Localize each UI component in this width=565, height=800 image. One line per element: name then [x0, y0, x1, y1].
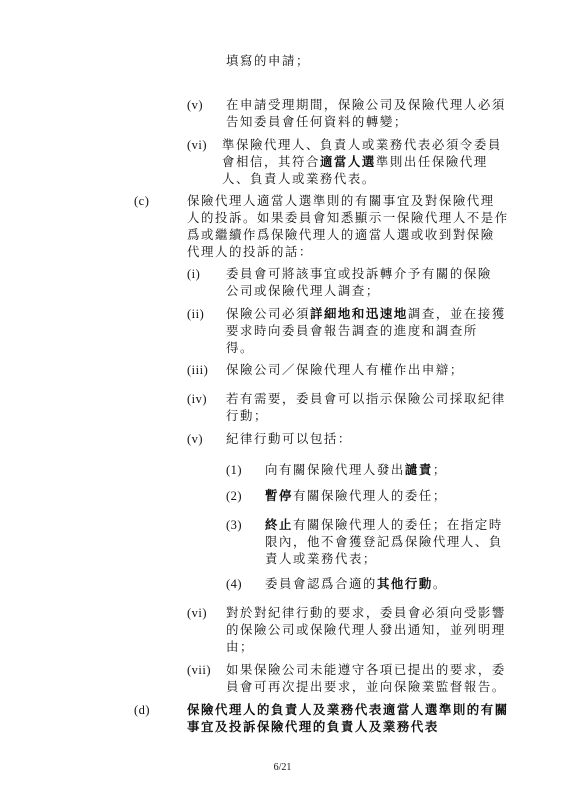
- subitem-3-line-2: 限內，他不會獲登記爲保險代理人、負: [265, 534, 503, 549]
- bold-term: 詳細地和迅速地: [309, 306, 408, 321]
- item-iv-line-2: 行動；: [226, 408, 268, 423]
- text-run: 委員會認爲合適的: [265, 576, 377, 591]
- item-label-iv: (iv): [187, 392, 208, 406]
- item-v-line-1: 在申請受理期間，保險公司及保險代理人必須: [226, 97, 506, 112]
- item-vi2-line-2: 的保險公司或保險代理人發出通知，並列明理: [226, 622, 506, 637]
- item-vi2-line-3: 由；: [226, 639, 254, 654]
- item-i-line-2: 公司或保險代理人調查；: [226, 283, 380, 298]
- subitem-label-4: (4): [226, 577, 243, 591]
- text-run: 調查，並在接獲: [407, 306, 506, 321]
- subitem-label-2: (2): [226, 489, 243, 503]
- item-ii-line-2: 要求時向委員會報告調查的進度和調查所: [226, 323, 478, 338]
- item-label-vi: (vi): [187, 138, 208, 152]
- subitem-3-line-3: 責人或業務代表；: [265, 551, 377, 566]
- item-label-vii: (vii): [187, 663, 212, 677]
- item-iv-line-1: 若有需要，委員會可以指示保險公司採取紀律: [226, 391, 506, 406]
- subitem-label-1: (1): [226, 463, 243, 477]
- section-c-line-1: 保險代理人適當人選準則的有關事宜及對保險代理: [187, 193, 495, 208]
- item-label-i: (i): [187, 267, 201, 281]
- item-label-ii: (ii): [187, 307, 205, 321]
- item-label-v: (v): [187, 98, 204, 112]
- subitem-2-line-1: [265, 488, 447, 504]
- section-d-line-2: 事宜及投訴保險代理的負責人及業務代表: [187, 719, 439, 734]
- continuation-text: 填寫的申請；: [226, 53, 310, 68]
- item-i-line-1: 委員會可將該事宜或投訴轉介予有關的保險: [226, 266, 492, 281]
- item-label-iii: (iii): [187, 363, 209, 377]
- bold-term: 譴責: [404, 462, 433, 477]
- bold-term: 終止: [265, 517, 293, 532]
- item-label-vi2: (vi): [187, 606, 208, 620]
- item-v-line-2: 告知委員會任何資料的轉變；: [226, 114, 408, 129]
- item-label-v2: (v): [187, 432, 204, 446]
- text-run: 向有關保險代理人發出: [265, 462, 405, 477]
- text-run: 有關保險代理人的委任；: [292, 488, 447, 503]
- subitem-label-3: (3): [226, 518, 243, 532]
- item-iii-line-1: 保險公司／保險代理人有權作出申辯；: [226, 362, 464, 377]
- text-run: ；: [432, 462, 447, 477]
- bold-term: 適當人選: [319, 154, 376, 169]
- section-c-line-3: 爲或繼續作爲保險代理人的適當人選或收到對保險: [187, 227, 495, 242]
- section-c-line-4: 代理人的投訴的話：: [187, 244, 313, 259]
- subitem-4-line-1: [265, 576, 447, 592]
- text-run: 保險公司必須: [226, 306, 310, 321]
- bold-term: 其他行動: [376, 576, 433, 591]
- text-run: 準則出任保險代理: [375, 154, 488, 169]
- item-vi-line-3: 人、負責人或業務代表。: [222, 171, 376, 186]
- subitem-1-line-1: [265, 462, 447, 478]
- bold-term: 暫停: [265, 488, 293, 503]
- section-label-c: (c): [134, 194, 150, 208]
- item-vi-line-2: [222, 154, 488, 170]
- item-vii-line-2: 員會可再次提出要求，並向保險業監督報告。: [226, 679, 506, 694]
- section-label-d: (d): [134, 703, 151, 717]
- item-ii-line-1: [226, 306, 506, 322]
- item-vi-line-1: 準保險代理人、負責人或業務代表必須令委員: [222, 137, 502, 152]
- item-v2-line-1: 紀律行動可以包括：: [226, 431, 352, 446]
- item-ii-line-3: 得。: [226, 340, 254, 355]
- text-run: 有關保險代理人的委任；在指定時: [292, 517, 503, 532]
- section-c-line-2: 人的投訴。如果委員會知悉顯示一保險代理人不是作: [187, 210, 509, 225]
- item-vii-line-1: 如果保險公司未能遵守各項已提出的要求，委: [226, 662, 506, 677]
- subitem-3-line-1: [265, 517, 503, 533]
- text-run: 。: [432, 576, 447, 591]
- section-d-line-1: 保險代理人的負責人及業務代表適當人選準則的有關: [187, 702, 509, 717]
- item-vi2-line-1: 對於對紀律行動的要求，委員會必須向受影響: [226, 605, 506, 620]
- page-number: 6/21: [273, 762, 292, 773]
- text-run: 會相信，其符合: [222, 154, 320, 169]
